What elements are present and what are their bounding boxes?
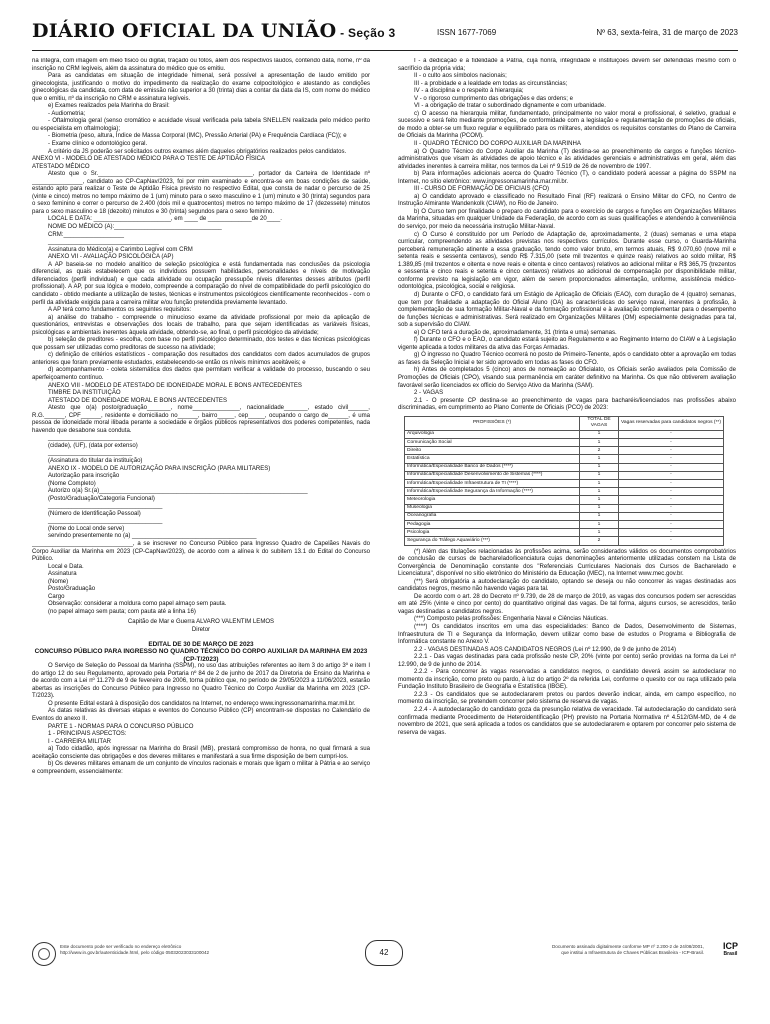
paragraph: _________________________ (48, 435, 133, 442)
table-cell-reserved: - (619, 439, 724, 447)
table-row (405, 455, 724, 463)
table-row (405, 512, 724, 520)
paragraph: b) Os deveres militares emanam de um conjunto de vínculos racionais e morais que ligam o militar à Pátria e ao serviço e compreendem, essencialmente: (32, 761, 370, 775)
paragraph: 1 - PRINCIPAIS ASPECTOS: (48, 731, 127, 738)
table-cell-reserved: - (619, 447, 724, 455)
table-row (405, 504, 724, 512)
signature-role: Diretor (191, 627, 211, 634)
page-footer (32, 942, 738, 1002)
table-header-reserved: Vagas reservadas para candidatos negros (**) (619, 416, 724, 430)
right-column (398, 58, 736, 938)
paragraph: ATESTADO DE IDONEIDADE MORAL E BONS ANTECEDENTES (48, 397, 227, 404)
paragraph: _________________________________ (48, 239, 159, 246)
paragraph: I - CARREIRA MILITAR (48, 738, 112, 745)
paragraph: ANEXO VII - AVALIAÇÃO PSICOLÓGICA (AP) (48, 254, 174, 261)
table-cell-total: 1 (580, 455, 619, 463)
table-cell-reserved: - (619, 480, 724, 488)
paragraph: a) análise do trabalho - compreende o minucioso exame da atividade profissional por meio da aplicação de questionários, entrevistas e observações dos locais de trabalho, para que sejam identificadas as variáveis físicas, psicológicas e ambientais inerentes àquela atividade, obtendo-se, ao final, o perfil psicológico da atividade; (32, 314, 370, 336)
table-cell-total: 1 (580, 496, 619, 504)
edition-date: Nº 63, sexta-feira, 31 de março de 2023 (596, 28, 738, 37)
table-cell-profession: Informática/Especialidade Banco de Dados (****) (405, 463, 580, 471)
table-cell-total: 1 (580, 520, 619, 528)
paragraph: e) Exames realizados pela Marinha do Brasil: (48, 103, 170, 110)
paragraph: LOCAL E DATA: _______________________, em ____ de _____________de 20____. (48, 216, 282, 223)
journal-title: DIÁRIO OFICIAL DA UNIÃO - Seção 3 (32, 20, 396, 42)
paragraph: ______________________________, a se inscrever no Concurso Público para Ingresso Quadro de Capelães Navais do Corpo Auxiliar da Marinha em 2023 (CP-CapNav/2023), de acordo com a alínea k do subitem 13.1 do Edital do Concurso Público. (32, 541, 370, 563)
table-cell-profession: Direito (405, 447, 580, 455)
paragraph: CRM:__________________ (48, 231, 124, 238)
paragraph: Autorização para inscrição (48, 473, 120, 480)
paragraph: Autorizo o(a) Sr.(a)______________________________________________________________ (48, 488, 308, 495)
page-number: 42 (365, 940, 403, 966)
issn: ISSN 1677-7069 (437, 28, 497, 37)
table-cell-profession: Oceanografia (405, 512, 580, 520)
table-row (405, 439, 724, 447)
verification-line-2[interactable]: http://www.in.gov.br/autenticidade.html, pelo código 05032023033100042 (60, 950, 210, 955)
verification-note (60, 944, 320, 956)
paragraph: a) O candidato aprovado e classificado no Resultado Final (RF) realizará o Ensino Militar do CFO, no Centro de Instrução Almirante Wandenkolk (CIAW), no Rio de Janeiro. (398, 193, 736, 208)
paragraph: e) O CFO terá a duração de, aproximadamente, 31 (trinta e uma) semanas. (414, 329, 617, 336)
paragraph: __________________________________ (48, 503, 163, 510)
paragraph: 2.2.2 - Para concorrer às vagas reservadas a candidatos negros, o candidato deverá assim se autodeclarar no momento da inscrição, como preto ou pardo, à luz do artigo 2º da referida Lei, conforme o quesito cor ou raça utilizado pela Fundação Instituto Brasileiro de Geografia e Estatística (IBGE). (398, 669, 736, 691)
paragraph: 2.2.3 - Os candidatos que se autodeclararem pretos ou pardos deverão indicar, ainda, em campo específico, no momento da inscrição, se pretendem concorrer pelo sistema de reserva de vagas. (398, 691, 736, 706)
table-row (405, 447, 724, 455)
table-cell-reserved: - (619, 430, 724, 438)
paragraph: (Posto/Graduação/Categoria Funcional) (48, 495, 155, 502)
table-row (405, 520, 724, 528)
table-cell-total: 1 (580, 529, 619, 537)
table-cell-reserved: - (619, 520, 724, 528)
paragraph: b) O Curso tem por finalidade o preparo do candidato para o exercício de cargos e funções em Organizações Militares da Marinha, situadas em qualquer Unidade da Federação, de acordo com as suas qualificações e atendendo à conveniência do serviço, por meio da necessária instrução Militar-Naval. (398, 208, 736, 231)
paragraph: c) definição de critérios estatísticos - comparação dos resultados dos candidatos com dados acumulados de grupos anteriores que foram previamente estudados, estabelecendo-se então os níveis mínimos aceitáveis; e (32, 352, 370, 366)
paragraph: a) Todo cidadão, após ingressar na Marinha do Brasil (MB), prestará compromisso de honra, no qual firmará a sua aceitação consciente das obrigações e dos deveres militares e manifestará a sua firme disposição de bem cumpri-los. (32, 746, 370, 760)
paragraph: (Nome Completo) (48, 480, 96, 487)
table-cell-reserved: - (619, 463, 724, 471)
paragraph: (***) Composto pelas profissões: Engenharia Naval e Ciências Náuticas. (414, 616, 608, 623)
table-cell-reserved: - (619, 455, 724, 463)
paragraph: III - a probidade e a lealdade em todas as circunstâncias; (414, 80, 568, 87)
paragraph: - Exame clínico e odontológico geral. (48, 141, 148, 148)
signature-note-line-2: que institui a Infraestrutura de Chaves Públicas Brasileira - ICP-Brasil. (561, 950, 704, 955)
table-cell-profession: Comunicação Social (405, 439, 580, 447)
table-cell-profession: Informática/Especialidade Infraestrutura de TI (****) (405, 480, 580, 488)
paragraph: (no papel almaço sem pauta; com pauta até a linha 16) (48, 608, 196, 615)
paragraph: Posto/Graduação (48, 586, 96, 593)
page-header (32, 20, 738, 50)
paragraph: f) Durante o CFO e o EAO, o candidato estará sujeito ao Regulamento e ao Regimento Interno do CIAW e à Legislação vigente aplicada a todos militares da ativa das Forças Armadas. (398, 337, 736, 351)
table-row (405, 463, 724, 471)
table-cell-profession: Meteorologia (405, 496, 580, 504)
section-label: - Seção 3 (336, 26, 396, 40)
paragraph: na íntegra, com imagem em meio físico ou digital, traçado ou fotos, além dos respectivos laudos, contendo data, nome, nº da inscrição no CRM legíveis, além da assinatura do médico que os emitiu. (32, 58, 370, 72)
table-cell-total: 1 (580, 480, 619, 488)
table-cell-reserved: - (619, 488, 724, 496)
table-cell-total: 1 (580, 430, 619, 438)
table-row (405, 529, 724, 537)
paragraph: (Nome do Local onde serve) (48, 525, 125, 532)
paragraph: (****) Os candidatos inscritos em uma das especialidades: Banco de Dados, Desenvolvimento de Sistemas, Infraestrutura de TI e Segurança da Informação, devem utilizar como base de estudos o Programa e Bibliografia de Informática constante no Anexo V. (398, 623, 736, 646)
paragraph: b) Para informações adicionais acerca do Quadro Técnico (T), o candidato poderá acessar a página do SSPM na Internet, no sítio eletrônico: www.ingressonamarinha.mar.mil.br. (398, 171, 736, 185)
paragraph: - Biometria (peso, altura, Índice de Massa Corporal (IMC), Pressão Arterial (PA) e Frequência Cardíaca (FC)); e (48, 133, 347, 140)
paragraph: d) Durante o CFO, o candidato fará um Estágio de Aplicação de Oficiais (EAO), com duração de 4 (quatro) semanas, que tem por finalidade a adaptação do Oficial Aluno (OA) às características do serviço naval, inerentes à profissão, à complementação de sua formação Militar-Naval e da formação profissional e à avaliação complementar para o desempenho de funções técnicas e administrativas. Será realizado em Organizações Militares (OM) especialmente designadas para tal, sob a supervisão do CIAW. (398, 291, 736, 329)
table-cell-reserved: - (619, 512, 724, 520)
left-text-block (32, 58, 370, 616)
edital-subtitle: CONCURSO PÚBLICO PARA INGRESSO NO QUADRO TÉCNICO DO CORPO AUXILIAR DA MARINHA EM 2023 (CP-T/2023) (34, 648, 368, 663)
table-cell-profession: Psicologia (405, 529, 580, 537)
table-cell-profession: Arquivologia (405, 430, 580, 438)
paragraph: O Serviço de Seleção do Pessoal da Marinha (SSPM), no uso das atribuições referentes ao item 3 do artigo 3º e item I do artigo 12 do seu Regulamento, aprovado pela Portaria nº 84 de 2 de junho de 2017 da Diretoria de Ensino da Marinha e de acordo com a Lei nº 11.279 de 9 de fevereiro de 2006, torna público que, no período de 29/05/2023 a 11/06/2023, estarão abertas as inscrições do Concurso Público para Ingresso no Quadro Técnico do Corpo Auxiliar da Marinha em 2023 (CP-T/2023). (32, 663, 370, 700)
paragraph: _________________________ (48, 450, 133, 457)
paragraph: - Audiometria; (48, 110, 86, 117)
table-cell-total: 1 (580, 463, 619, 471)
table-cell-reserved: - (619, 504, 724, 512)
paragraph: 2.2.4 - A autodeclaração do candidato goza da presunção relativa de veracidade. Tal autodeclaração do candidato será confirmada mediante Procedimento de Heteroidentificação (PH) previsto na Portaria Normativa nº 4.512/GM-MD, de 4 de novembro de 2021, que será aplicada a todos os candidatos que se autodeclararem e optarem por concorrer pelo sistema de reserva de vagas. (398, 707, 736, 736)
table-cell-reserved: - (619, 529, 724, 537)
paragraph: Atesto que o Sr.______________________________________________, portador da Carteira de Identidade nº _______________, candidato ao CP-CapNav/2023, foi por mim examinado e encontra-se em boas condições de saúde, estando apto para realizar o Teste de Aptidão Física previsto no respectivo Edital, que consta de nadar o percurso de 25 (vinte e cinco) metros no tempo máximo de 1 (um) minuto para o sexo masculino e 1 (um) minuto e 30 (trinta) segundos para o sexo feminino e correr o percurso de 2.400 (dois mil e quatrocentos) metros no tempo máximo de 17 (dezessete) minutos para o sexo masculino e 18 (dezoito) minutos e 30 (trinta) segundos para o sexo feminino. (32, 171, 370, 215)
paragraph: As datas relativas às diversas etapas e eventos do Concurso Público (CP) encontram-se dispostas no Calendário de Eventos do anexo II. (32, 708, 370, 723)
paragraph: c) O acesso na hierarquia militar, fundamentado, principalmente no valor moral e profissional, é seletivo, gradual e sucessivo e será feito mediante promoções, de conformidade com a legislação e regulamentação de promoções de oficiais, de modo a obter-se um fluxo regular e equilibrado para os militares, atendidos os requisitos constantes do Plano de Carreira de Oficiais da Marinha (PCOM). (398, 110, 736, 140)
verification-line-1: Este documento pode ser verificado no endereço eletrônico (60, 944, 182, 949)
paragraph: (*) Além das titulações relacionadas às profissões acima, serão considerados válidos os documentos comprobatórios de conclusão de cursos de bacharelado/licenciatura cujas denominações anteriormente utilizadas constem na Lista de Convergência de Denominação constante dos "Referenciais Curriculares Nacionais dos Cursos de Bacharelado e Licenciatura", disponível no sítio eletrônico do Ministério da Educação (MEC), na Internet www.mec.gov.br. (398, 548, 736, 578)
paragraph: De acordo com o art. 28 do Decreto nº 9.739, de 28 de março de 2019, as vagas dos concursos podem ser acrescidas em até 25% (vinte e cinco por cento) do quantitativo original das vagas. De tal forma, alguns cursos, se acrescidos, terão vagas destinadas a candidatos negros. (398, 593, 736, 615)
paragraph: VI - a obrigação de tratar o subordinado dignamente e com urbanidade. (414, 103, 606, 110)
paragraph: ANEXO IX - MODELO DE AUTORIZAÇÃO PARA INSCRIÇÃO (PARA MILITARES) (48, 465, 271, 472)
paragraph: II - o culto aos símbolos nacionais; (414, 73, 507, 80)
paragraph: III - CURSO DE FORMAÇÃO DE OFICIAIS (CFO) (414, 186, 550, 193)
paragraph: ATESTADO MÉDICO (32, 163, 90, 170)
paragraph: A AP terá como fundamentos os seguintes requisitos: (48, 307, 192, 314)
paragraph: IV - a disciplina e o respeito à hierarquia; (414, 88, 524, 95)
paragraph: (Assinatura do titular da instituição) (48, 457, 143, 464)
paragraph: ANEXO VIII - MODELO DE ATESTADO DE IDONEIDADE MORAL E BONS ANTECEDENTES (48, 382, 302, 389)
paragraph: II - QUADRO TÉCNICO DO CORPO AUXILIAR DA MARINHA (414, 141, 581, 148)
paragraph: PARTE 1 - NORMAS PARA O CONCURSO PÚBLICO (48, 723, 194, 730)
paragraph: servindo presentemente no (a) _____________________________________ (48, 533, 257, 540)
paragraph: a) O Quadro Técnico do Corpo Auxiliar da Marinha (T) destina-se ao preenchimento de cargos e funções técnico-administrativos que visam às atividades de apoio técnico e às atividades gerenciais e administrativas em geral, além das atividades inerentes à carreira militar, nos termos da Lei nº 9.519 de 26 de novembro de 1997. (398, 148, 736, 170)
table-cell-total: 2 (580, 537, 619, 545)
table-cell-profession: Pedagogia (405, 520, 580, 528)
table-cell-total: 1 (580, 504, 619, 512)
paragraph: NOME DO MÉDICO (A):________________________________ (48, 224, 222, 231)
icp-brasil-logo-icon: ICP Brasil (722, 941, 738, 957)
table-row (405, 480, 724, 488)
paragraph: I - a dedicação e a fidelidade à Pátria, cuja honra, integridade e instituições devem ser defendidas mesmo com o sacrifício da própria vida; (398, 58, 736, 72)
table-row (405, 430, 724, 438)
paragraph: c) O Curso é constituído por um Período de Adaptação de, aproximadamente, 2 (duas) semanas e uma etapa curricular, compreendendo as atividades previstas nos respectivos currículos. Durante esse curso, o Guarda-Marinha perceberá remuneração atinente a essa graduação, tendo como valor bruto, em termos atuais, R$ 9.070,60 (nove mil e setenta reais e sessenta centavos), sendo R$ 7.315,00 (sete mil trezentos e quinze reais) relativos ao soldo militar, R$ 1.389,85 (mil trezentos e oitenta e nove reais e oitenta e cinco centavos) relativos ao adicional militar e R$ 365,75 (trezentos e sessenta e cinco reais e setenta e cinco centavos) relativos ao adicional de compensação por disponibilidade militar, conforme previsto na legislação em vigor, além de serem proporcionados alimentação, uniforme, assistência médico-odontológica, psicológica, social e religiosa. (398, 231, 736, 291)
paragraph: Observação: considerar a moldura como papel almaço sem pauta. (48, 601, 227, 608)
left-text-block-2 (32, 663, 370, 776)
paragraph: d) acompanhamento - coleta sistemática dos dados que permitam verificar a validade do processo, buscando o seu aperfeiçoamento contínuo. (32, 367, 370, 381)
paragraph: Cargo (48, 593, 65, 600)
table-cell-reserved: - (619, 496, 724, 504)
table-cell-profession: Informática/Especialidade Segurança da Informação (****) (405, 488, 580, 496)
paragraph: (**) Será obrigatória a autodeclaração do candidato, optando se deseja ou não concorrer às vagas destinadas aos candidatos negros, mesmo não havendo vagas para tal. (398, 578, 736, 593)
table-cell-reserved: - (619, 471, 724, 479)
table-cell-profession: Estatística (405, 455, 580, 463)
paragraph: - Oftalmologia geral (senso cromático e acuidade visual verificada pela tabela SNELLEN realizada pelo médico perito ou especialista em oftalmologia); (32, 118, 370, 132)
table-header-total: TOTAL DE VAGAS (580, 416, 619, 430)
table-cell-profession: Segurança do Tráfego Aquaviário (***) (405, 537, 580, 545)
table-cell-profession: Museologia (405, 504, 580, 512)
paragraph: O presente Edital estará à disposição dos candidatos na Internet, no endereço www.ingressonamarinha.mar.mil.br. (48, 700, 356, 707)
paragraph: h) Antes de completados 5 (cinco) anos de nomeação ao Oficialato, os Oficiais serão avaliados pela Comissão de Promoções de Oficiais (CPO), visando sua permanência em caráter definitivo na Marinha. Os que não obtiverem avaliação favorável serão licenciados ex officio do Serviço Ativo da Marinha (SAM). (398, 367, 736, 389)
table-row (405, 537, 724, 545)
left-column (32, 58, 370, 938)
table-cell-total: 1 (580, 512, 619, 520)
paragraph: Local e Data. (48, 563, 84, 570)
paragraph: 2.2.1 - Das vagas destinadas para cada profissão neste CP, 20% (vinte por cento) serão providas na forma da Lei nº 12.990, de 9 de junho de 2014. (398, 654, 736, 668)
signature-name: Capitão de Mar e Guerra ALVARO VALENTIM LEMOS (127, 619, 275, 626)
signature-note-line-1: Documento assinado digitalmente conforme MP nº 2.200-2 de 24/08/2001, (551, 944, 704, 949)
table-cell-reserved: - (619, 537, 724, 545)
edital-title: EDITAL DE 30 DE MARÇO DE 2023 (148, 640, 254, 648)
paragraph: A critério da JS poderão ser solicitados outros exames além daqueles obrigatórios realizados pelos candidatos. (48, 148, 347, 155)
paragraph: 2 - VAGAS (414, 390, 444, 397)
header-rule (32, 50, 738, 51)
table-row (405, 496, 724, 504)
paragraph: A AP baseia-se no modelo analítico de seleção psicológica e está fundamentada nas conclusões da psicologia diferencial, as quais estabelecem que os indivíduos possuem habilidades, personalidades e níveis de motivação diferenciados (perfil individual) e que cada atividade ou ocupação pressupõe níveis diferentes desses atributos (perfil profissional). A AP, por sua lógica e modelo, compreende a comparação do nível de compatibilidade do perfil psicológico do candidato - obtido mediante a utilização de testes, técnicas e instrumentos psicológicos cientificamente reconhecidos - com o perfil da atividade exigida para a carreira militar e/ou função pretendida previamente levantado. (32, 261, 370, 306)
paragraph: (Nome) (48, 578, 69, 585)
right-text-block (398, 58, 736, 413)
table-cell-total: 1 (580, 488, 619, 496)
paragraph: 2.1 - O presente CP destina-se ao preenchimento de vagas para bacharéis/licenciados nas profissões abaixo discriminadas, em cumprimento ao Plano Corrente de Oficiais (PCO) de 2023: (398, 397, 736, 412)
table-row (405, 471, 724, 479)
table-row (405, 488, 724, 496)
paragraph: (cidade), (UF), (data por extenso) (48, 442, 138, 449)
table-cell-total: 2 (580, 447, 619, 455)
paragraph: ANEXO VI - MODELO DE ATESTADO MÉDICO PARA O TESTE DE APTIDÃO FÍSICA (32, 156, 266, 163)
paragraph: Assinatura do Médico(a) e Carimbo Legível com CRM (48, 246, 193, 253)
signature-note (454, 944, 704, 956)
paragraph: V - o rigoroso cumprimento das obrigações e das ordens; e (414, 95, 573, 102)
paragraph: (Número de Identificação Pessoal) (48, 510, 141, 517)
paragraph: Atesto que o(a) posto/graduação_______, nome______________, nacionalidade_______, estado civil______, R.G.______, CPF______, residente e domiciliado no______, bairro_____, cep_____, ocupando o cargo de______, é uma pessoa de idoneidade moral ilibada perante a sociedade e órgãos públicos representativos dos poderes competentes, nada havendo que desabone sua conduta. (32, 405, 370, 434)
table-header-profession: PROFISSÕES (*) (405, 416, 580, 430)
right-text-block-2 (398, 549, 736, 738)
table-cell-profession: Informática/Especialidade Desenvolvimento de Sistemas (****) (405, 471, 580, 479)
paragraph: __________________________________ (48, 518, 163, 525)
paragraph: Assinatura (48, 571, 77, 578)
table-cell-total: 1 (580, 439, 619, 447)
paragraph: TIMBRE DA INSTITUIÇÃO (48, 390, 121, 397)
paragraph: 2.2 - VAGAS DESTINADAS AOS CANDIDATOS NEGROS (Lei nº 12.990, de 9 de junho de 2014) (414, 646, 677, 653)
vacancies-table (404, 416, 724, 546)
national-seal-icon (32, 942, 56, 966)
paragraph: Para as candidatas em situação de integridade himenal, será possível a apresentação de laudo emitido por ginecologista, justificando o motivo do impedimento da realização do exame colpocitológico e atestando as condições ginecológicas da candidata, com data de emissão não superior a 30 (trinta) dias a contar da data da IS, com nome do médico que o emitiu, nº da inscrição no CRM e assinatura legíveis. (32, 73, 370, 102)
paragraph: b) seleção de preditores - escolha, com base no perfil psicológico determinado, dos testes e das técnicas psicológicas que possam ser utilizadas como preditoras de sucesso na atividade; (32, 337, 370, 351)
table-cell-total: 1 (580, 471, 619, 479)
paragraph: g) O ingresso no Quadro Técnico ocorrerá no posto de Primeiro-Tenente, após o candidato obter a aprovação em todas as fases da Seleção Inicial e ter sido aprovado em todas as fases do CFO. (398, 352, 736, 366)
